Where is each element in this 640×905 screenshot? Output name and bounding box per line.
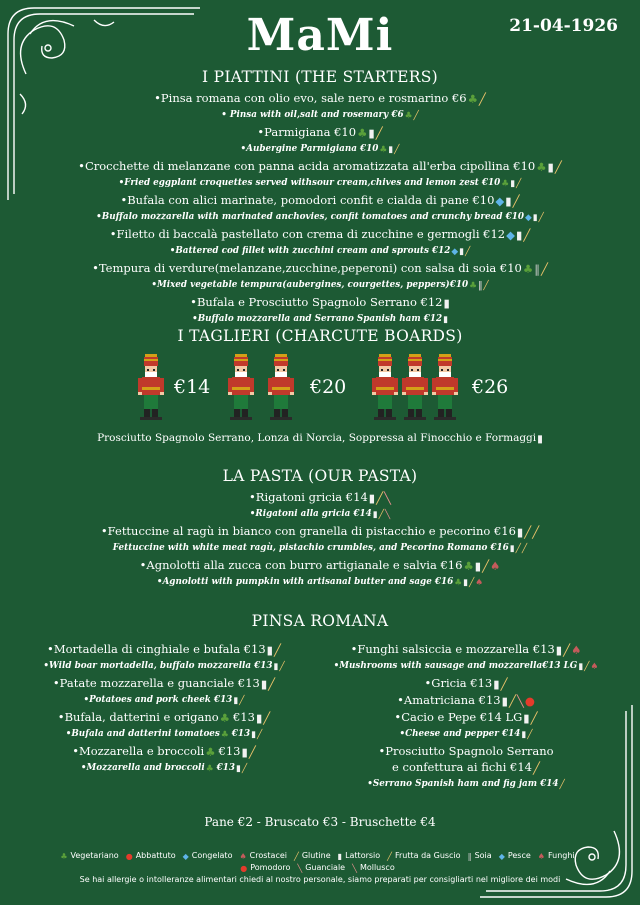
vegetarian-icon: ♣	[357, 126, 368, 140]
gluten-icon: ╱	[559, 780, 565, 790]
menu-item-text: •Mozzarella and broccoli	[80, 763, 205, 773]
soy-icon: ‖	[477, 281, 483, 291]
menu-item	[306, 709, 626, 726]
mushroom-icon: ♠	[537, 852, 545, 861]
lactose-icon: ▮	[537, 433, 543, 445]
menu-item	[0, 90, 640, 107]
pasta-list	[0, 489, 640, 591]
vegetarian-icon: ♣	[501, 179, 510, 189]
lactose-icon: ▮	[510, 179, 516, 189]
legend-item	[498, 851, 534, 860]
pinsa-list-right	[306, 641, 626, 793]
menu-item	[14, 743, 314, 760]
lactose-icon: ▮	[521, 730, 527, 740]
menu-item-translation	[0, 209, 640, 226]
gluten-icon: ╱	[376, 491, 384, 505]
lactose-icon: ▮	[251, 730, 256, 740]
lactose-icon: ▮	[505, 194, 512, 208]
legend-item	[59, 851, 121, 860]
mushroom-icon: ♠	[590, 662, 599, 672]
gluten-icon: ╱	[464, 247, 471, 257]
boards-title: I TAGLIERI (CHARCUTE BOARDS)	[177, 327, 463, 345]
menu-item-text: •Pinsa romana con olio evo, sale nero e rosmarino €6	[154, 91, 467, 105]
boards-prices	[0, 352, 640, 422]
gluten-icon: ╱	[482, 559, 490, 573]
fish-icon: ◆	[495, 194, 505, 208]
tomato-icon: ●	[240, 864, 248, 873]
lactose-icon: ▮	[233, 696, 239, 706]
legend-label: Congelato	[191, 851, 233, 860]
vegetarian-icon: ♣	[379, 145, 388, 155]
menu-item	[0, 489, 640, 506]
gluten-icon: ╱	[413, 111, 419, 121]
boards-description	[0, 432, 640, 445]
menu-item-translation	[0, 277, 640, 294]
allergen-legend-row-1	[0, 851, 640, 861]
lactose-icon: ▮	[255, 711, 263, 725]
boards-description-text: Prosciutto Spagnolo Serrano, Lonza di Norcia, Soppressa al Finocchio e Formaggi	[97, 432, 537, 444]
lactose-icon: ▮	[273, 662, 279, 672]
lactose-icon: ▮	[515, 228, 523, 242]
lactose-icon: ▮	[509, 544, 515, 554]
menu-item-text: •Funghi salsiccia e mozzarella €13	[350, 642, 555, 656]
gluten-icon: ╱	[527, 730, 533, 740]
pinsa-list-left	[14, 641, 314, 777]
gluten-icon: ╱	[532, 525, 540, 539]
board-price: €20	[310, 376, 347, 398]
gluten-icon: ╱	[584, 662, 590, 672]
gluten-icon: ╱	[468, 578, 475, 588]
vegetarian-icon: ♣	[404, 111, 413, 121]
menu-item-translation	[14, 658, 314, 675]
gluten-icon: ╱	[478, 92, 486, 106]
legend-item	[296, 863, 348, 872]
gluten-icon: ╱	[378, 510, 384, 520]
menu-item-text: •Wild boar mortadella, buffalo mozzarella €13	[43, 661, 273, 671]
menu-item-text: •Bufala e Prosciutto Spagnolo Serrano €12	[190, 295, 443, 309]
board-price: €26	[472, 376, 509, 398]
gluten-icon: ╱	[483, 281, 489, 291]
menu-item-text: •Mixed vegetable tempura(aubergines, courgettes, peppers)€10	[151, 280, 469, 290]
meat-icon: ╲	[384, 491, 391, 505]
legend-item	[337, 851, 384, 860]
menu-item-text: •Gricia €13	[424, 676, 493, 690]
menu-item-text: •Cheese and pepper €14	[399, 729, 521, 739]
gluten-icon: ╱	[256, 730, 263, 740]
legend-label: Crostacei	[249, 851, 287, 860]
menu-item-text: •Bufala con alici marinate, pomodori confit e cialda di pane €10	[120, 193, 495, 207]
lactose-icon: ▮	[368, 126, 375, 140]
lactose-icon: ▮	[578, 662, 584, 672]
starters-title: I PIATTINI (THE STARTERS)	[202, 68, 438, 86]
menu-item-translation	[0, 506, 640, 523]
legend-label: Funghi	[547, 851, 575, 860]
menu-item-translation	[14, 760, 314, 777]
vegetarian-icon: ♣	[463, 559, 474, 573]
menu-item	[0, 294, 640, 311]
menu-item-text: •Fettuccine al ragù in bianco con granella di pistacchio e pecorino €16	[100, 524, 516, 538]
lactose-icon: ▮	[260, 677, 268, 691]
menu-item-price: €13	[218, 744, 241, 758]
menu-item-translation	[0, 574, 640, 591]
menu-item-translation	[14, 692, 314, 709]
vegetarian-icon: ♣	[220, 730, 229, 740]
lactose-icon: ▮	[463, 578, 468, 588]
menu-item	[306, 759, 626, 776]
menu-item	[0, 226, 640, 243]
menu-item-translation	[0, 175, 640, 192]
soy-icon: ‖	[534, 262, 540, 276]
gluten-icon: ╱	[554, 160, 562, 174]
gluten-icon: ╱	[530, 711, 538, 725]
pasta-title: LA PASTA (OUR PASTA)	[222, 467, 418, 485]
mushroom-icon: ♠	[490, 559, 501, 573]
menu-item	[0, 260, 640, 277]
menu-item-text: •Filetto di baccalà pastellato con crema di zucchine e germogli €12	[109, 227, 506, 241]
legend-label: Pesce	[507, 851, 531, 860]
menu-item-text: •Agnolotti with pumpkin with artisanal butter and sage €16	[156, 577, 454, 587]
legend-item	[351, 863, 398, 872]
menu-item-text: Fettuccine with white meat ragù, pistachio crumbles, and Pecorino Romano €16	[112, 543, 509, 553]
legend-label: Frutta da Guscio	[395, 851, 461, 860]
menu-item	[306, 743, 626, 759]
menu-item-text: •Cacio e Pepe €14 LG	[394, 710, 523, 724]
menu-item-translation	[306, 658, 626, 675]
legend-label: Guanciale	[305, 863, 346, 872]
lactose-icon: ▮	[443, 315, 448, 325]
legend-item	[239, 863, 293, 872]
gluten-icon: ╱	[515, 544, 521, 554]
menu-item-price: €13	[216, 763, 235, 773]
nutcracker-icon	[430, 354, 460, 420]
gluten-icon: ╱	[521, 544, 528, 554]
menu-item	[0, 124, 640, 141]
menu-item-text: • Pinsa with oil,salt and rosemary €6	[221, 110, 404, 120]
legend-item	[238, 851, 290, 860]
menu-item-text: •Bufala and datterini tomatoes	[65, 729, 220, 739]
menu-item-price: €13	[231, 729, 251, 739]
gluten-icon: ╱	[248, 745, 256, 759]
allergy-note: Se hai allergie o intolleranze alimentari chiedi al nostro personale, siamo preparati per consigliarti nel migliore dei modi	[79, 875, 561, 884]
menu-item	[0, 158, 640, 175]
menu-item-text: •Battered cod fillet with zucchini cream and sprouts €12	[169, 246, 451, 256]
menu-item-text: •Rigatoni alla gricia €14	[249, 509, 372, 519]
meat-icon: ╲	[384, 510, 391, 520]
legend-item	[293, 851, 334, 860]
menu-item-translation	[306, 726, 626, 743]
gluten-icon: ╱	[268, 677, 276, 691]
soy-icon: ‖	[467, 852, 472, 861]
menu-item-translation	[0, 141, 640, 158]
menu-item-text: •Serrano Spanish ham and fig jam €14	[367, 779, 559, 789]
menu-item-text: •Mushrooms with sausage and mozzarella€13 LG	[333, 661, 578, 671]
menu-item-text: •Buffalo mozzarella with marinated anchovies, confit tomatoes and crunchy bread €10	[96, 212, 524, 222]
lactose-icon: ▮	[516, 525, 524, 539]
menu-item	[14, 709, 314, 726]
nutcracker-icon	[266, 354, 296, 420]
lactose-icon: ▮	[235, 764, 241, 774]
menu-item	[0, 192, 640, 209]
meat-icon: ╲	[516, 694, 524, 708]
fish-icon: ◆	[498, 852, 505, 861]
legend-label: Vegetariano	[70, 851, 119, 860]
menu-item-text: •Bufala, datterini e origano	[57, 710, 219, 724]
fish-icon: ◆	[506, 228, 515, 242]
menu-item-text: •Buffalo mozzarella and Serrano Spanish ham €12	[192, 314, 443, 324]
mushroom-icon: ♠	[239, 852, 247, 861]
lactose-icon: ▮	[523, 711, 530, 725]
legend-item	[537, 851, 578, 860]
bread-extras: Pane €2 - Bruscato €3 - Bruschette €4	[204, 815, 436, 829]
lactose-icon: ▮	[372, 510, 378, 520]
legend-label: Glutine	[301, 851, 331, 860]
legend-item	[467, 851, 495, 860]
starters-list	[0, 90, 640, 328]
lactose-icon: ▮	[555, 643, 563, 657]
tomato-icon: ●	[125, 852, 133, 861]
gluten-icon: ╱	[274, 643, 281, 657]
gluten-icon: ╱	[279, 662, 285, 672]
menu-item-translation	[0, 311, 640, 328]
meat-icon: ╲	[297, 864, 303, 873]
gluten-icon: ╱	[533, 761, 540, 775]
vegetarian-icon: ♣	[205, 745, 216, 759]
vegetarian-icon: ♣	[454, 578, 463, 588]
menu-item-translation	[0, 243, 640, 260]
lactose-icon: ▮	[493, 677, 500, 691]
menu-item	[14, 641, 314, 658]
menu-item-text: •Aubergine Parmigiana €10	[240, 144, 379, 154]
menu-item-text: •Rigatoni gricia €14	[249, 490, 368, 504]
lactose-icon: ▮	[443, 296, 450, 310]
menu-item-text: •Prosciutto Spagnolo Serrano	[378, 744, 554, 758]
nutcracker-icon	[370, 354, 400, 420]
menu-item	[0, 557, 640, 574]
lactose-icon: ▮	[501, 694, 508, 708]
gluten-icon: ╱	[538, 213, 544, 223]
menu-item-text: e confettura ai fichi €14	[392, 760, 532, 774]
vegetarian-icon: ♣	[522, 262, 534, 276]
legend-label: Pomodoro	[250, 863, 291, 872]
lactose-icon: ▮	[388, 145, 394, 155]
menu-item-text: •Agnolotti alla zucca con burro artigianale e salvia €16	[139, 558, 463, 572]
vegetarian-icon: ♣	[219, 711, 230, 725]
menu-item-translation	[0, 540, 640, 557]
legend-item	[125, 851, 179, 860]
fish-icon: ◆	[524, 213, 532, 223]
gluten-icon: ╱	[387, 852, 392, 861]
pinsa-title: PINSA ROMANA	[251, 612, 389, 630]
gluten-icon: ╱	[293, 852, 299, 861]
menu-item	[306, 692, 626, 709]
restaurant-title: MaMi	[246, 10, 394, 61]
menu-item-text: •Potatoes and pork cheek €13	[83, 695, 233, 705]
lactose-icon: ▮	[266, 643, 274, 657]
lactose-icon: ▮	[532, 213, 538, 223]
gluten-icon: ╱	[524, 525, 532, 539]
vegetarian-icon: ♣	[536, 160, 547, 174]
lactose-icon: ▮	[474, 559, 482, 573]
gluten-icon: ╱	[239, 696, 245, 706]
menu-item	[306, 675, 626, 692]
menu-item-translation	[306, 776, 626, 793]
menu-item	[0, 523, 640, 540]
nutcracker-icon	[226, 354, 256, 420]
lactose-icon: ▮	[459, 247, 464, 257]
gluten-icon: ╱	[523, 228, 531, 242]
vegetarian-icon: ♣	[469, 281, 477, 291]
legend-item	[182, 851, 236, 860]
gluten-icon: ╱	[540, 262, 548, 276]
gluten-icon: ╱	[263, 711, 271, 725]
nutcracker-icon	[136, 354, 166, 420]
tomato-icon: ●	[524, 694, 535, 708]
menu-item-text: •Amatriciana €13	[397, 693, 501, 707]
menu-item-text: •Fried eggplant croquettes served withsour cream,chives and lemon zest €10	[118, 178, 501, 188]
legend-item	[386, 851, 463, 860]
lactose-icon: ▮	[337, 852, 343, 861]
lactose-icon: ▮	[547, 160, 554, 174]
legend-label: Abbattuto	[135, 851, 176, 860]
legend-label: Soia	[474, 851, 492, 860]
mushroom-icon: ♠	[571, 643, 582, 657]
legend-label: Lattorsio	[345, 851, 381, 860]
fish-icon: ◆	[451, 247, 459, 257]
gluten-icon: ╱	[563, 643, 571, 657]
lactose-icon: ▮	[241, 745, 248, 759]
legend-label: Mollusco	[359, 863, 395, 872]
gluten-icon: ╱	[512, 194, 520, 208]
menu-item-translation	[14, 726, 314, 743]
meat-icon: ╲	[352, 864, 357, 873]
board-price: €14	[174, 376, 211, 398]
vegetarian-icon: ♣	[205, 764, 214, 774]
menu-item-text: •Parmigiana €10	[257, 125, 357, 139]
menu-item	[14, 675, 314, 692]
menu-item-text: •Tempura di verdure(melanzane,zucchine,peperoni) con salsa di soia €10	[92, 261, 522, 275]
nutcracker-icon	[400, 354, 430, 420]
menu-item-text: •Mortadella di cinghiale e bufala €13	[47, 642, 266, 656]
gluten-icon: ╱	[241, 764, 248, 774]
vegetarian-icon: ♣	[60, 852, 68, 861]
gluten-icon: ╱	[394, 145, 400, 155]
lactose-icon: ▮	[368, 491, 376, 505]
menu-item-text: •Patate mozzarella e guanciale €13	[52, 676, 260, 690]
menu-item-text: •Crocchette di melanzane con panna acida aromatizzata all'erba cipollina €10	[78, 159, 536, 173]
mushroom-icon: ♠	[475, 578, 484, 588]
menu-item	[306, 641, 626, 658]
allergen-legend-row-2	[0, 863, 640, 873]
menu-date: 21-04-1926	[509, 16, 618, 36]
menu-item-price: €13	[232, 710, 255, 724]
menu-item-text: •Mozzarella e broccoli	[72, 744, 205, 758]
menu-item-translation	[0, 107, 640, 124]
vegetarian-icon: ♣	[467, 92, 478, 106]
gluten-icon: ╱	[516, 179, 522, 189]
gluten-icon: ╱	[500, 677, 508, 691]
gluten-icon: ╱	[508, 694, 516, 708]
fish-icon: ◆	[182, 852, 189, 861]
gluten-icon: ╱	[375, 126, 383, 140]
